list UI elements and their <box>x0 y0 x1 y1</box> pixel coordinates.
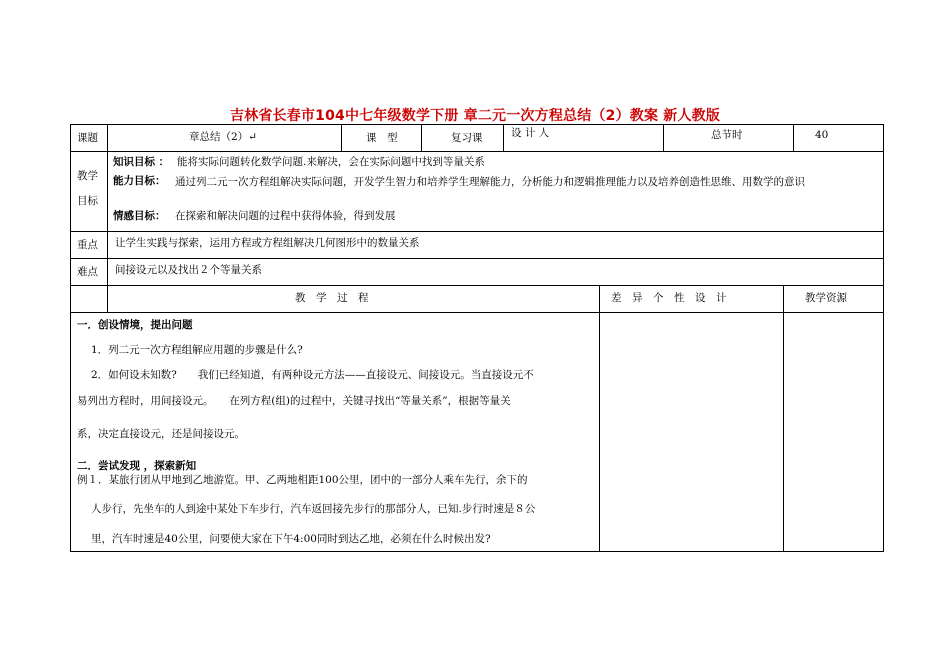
column-divider <box>421 125 422 151</box>
row-divider <box>71 285 883 286</box>
row-divider <box>71 312 883 313</box>
column-divider <box>663 125 664 151</box>
knowledge-goal-label: 知识目标 ： <box>113 156 170 168</box>
resources-header: 教学资源 <box>805 292 847 304</box>
total-label: 总节时 <box>711 129 743 141</box>
column-divider <box>503 125 504 151</box>
total-value: 40 <box>815 129 829 141</box>
section1-question1: 1．列二元一次方程组解应用题的步骤是什么? <box>91 344 303 356</box>
section1-question2-line3: 系，决定直接设元，还是间接设元。 <box>77 428 245 440</box>
diff-design-header: 差 异 个 性 设 计 <box>611 292 727 304</box>
process-header: 教 学 过 程 <box>295 292 369 304</box>
designer-label: 设 计 人 <box>511 127 550 139</box>
lesson-value: 章总结（2）↵ <box>189 131 257 143</box>
row-divider <box>71 231 883 232</box>
row-divider <box>71 258 883 259</box>
column-divider <box>793 125 794 151</box>
emotion-goal-label: 情感目标： <box>113 210 166 222</box>
lesson-plan-table <box>70 124 884 552</box>
example1-line3: 里，汽车时速是40公里，问要使大家在下午4:00同时到达乙地，必须在什么时候出发? <box>91 533 491 545</box>
example1-line2: 人步行，先坐车的人到途中某处下车步行，汽车返回接先步行的那部分人，已知.步行时速是８公 <box>91 503 536 515</box>
type-label: 课 型 <box>366 132 398 144</box>
column-divider <box>341 125 342 151</box>
difficult-point-text: 间接设元以及找出２个等量关系 <box>115 264 262 276</box>
key-point-label: 重点 <box>77 239 98 251</box>
ability-goal-label: 能力目标： <box>113 175 166 187</box>
column-divider <box>107 125 108 312</box>
example1-line1: 例１．某旅行团从甲地到乙地游览。甲、乙两地相距100公里，团中的一部分人乘车先行，余下的 <box>77 474 528 486</box>
column-divider <box>783 285 784 551</box>
row-divider <box>71 151 883 152</box>
type-value: 复习课 <box>451 132 483 144</box>
emotion-goal-text: 在探索和解决问题的过程中获得体验，得到发展 <box>175 210 396 222</box>
difficult-point-label: 难点 <box>77 266 98 278</box>
knowledge-goal-text: 能将实际问题转化数学问题.来解决，会在实际问题中找到等量关系 <box>177 156 485 168</box>
goals-label-line2: 目标 <box>77 195 98 207</box>
section1-question2-line2: 易列出方程时，用间接设元。 在列方程(组)的过程中，关键寻找出“等量关系”，根据等量关 <box>77 395 511 407</box>
ability-goal-text: 通过列二元一次方程组解决实际问题，开发学生智力和培养学生理解能力，分析能力和逻辑推理能力以及培养创造性思维、用数学的意识 <box>175 176 805 188</box>
document-title: 吉林省长春市104中七年级数学下册 章二元一次方程总结（2）教案 新人教版 <box>229 108 721 124</box>
section1-question2-line1: 2．如何设未知数? 我们已经知道，有两种设元方法——直接设元、间接设元。当直接设元不 <box>91 369 534 381</box>
key-point-text: 让学生实践与探索，运用方程或方程组解决几何图形中的数量关系 <box>115 237 420 249</box>
lesson-label: 课题 <box>77 132 98 144</box>
goals-label-line1: 教学 <box>77 170 98 182</box>
section1-heading: 一．创设情境，提出问题 <box>77 319 193 331</box>
section2-heading: 二．尝试发现 ，探索新知 <box>77 460 197 472</box>
column-divider <box>599 285 600 551</box>
